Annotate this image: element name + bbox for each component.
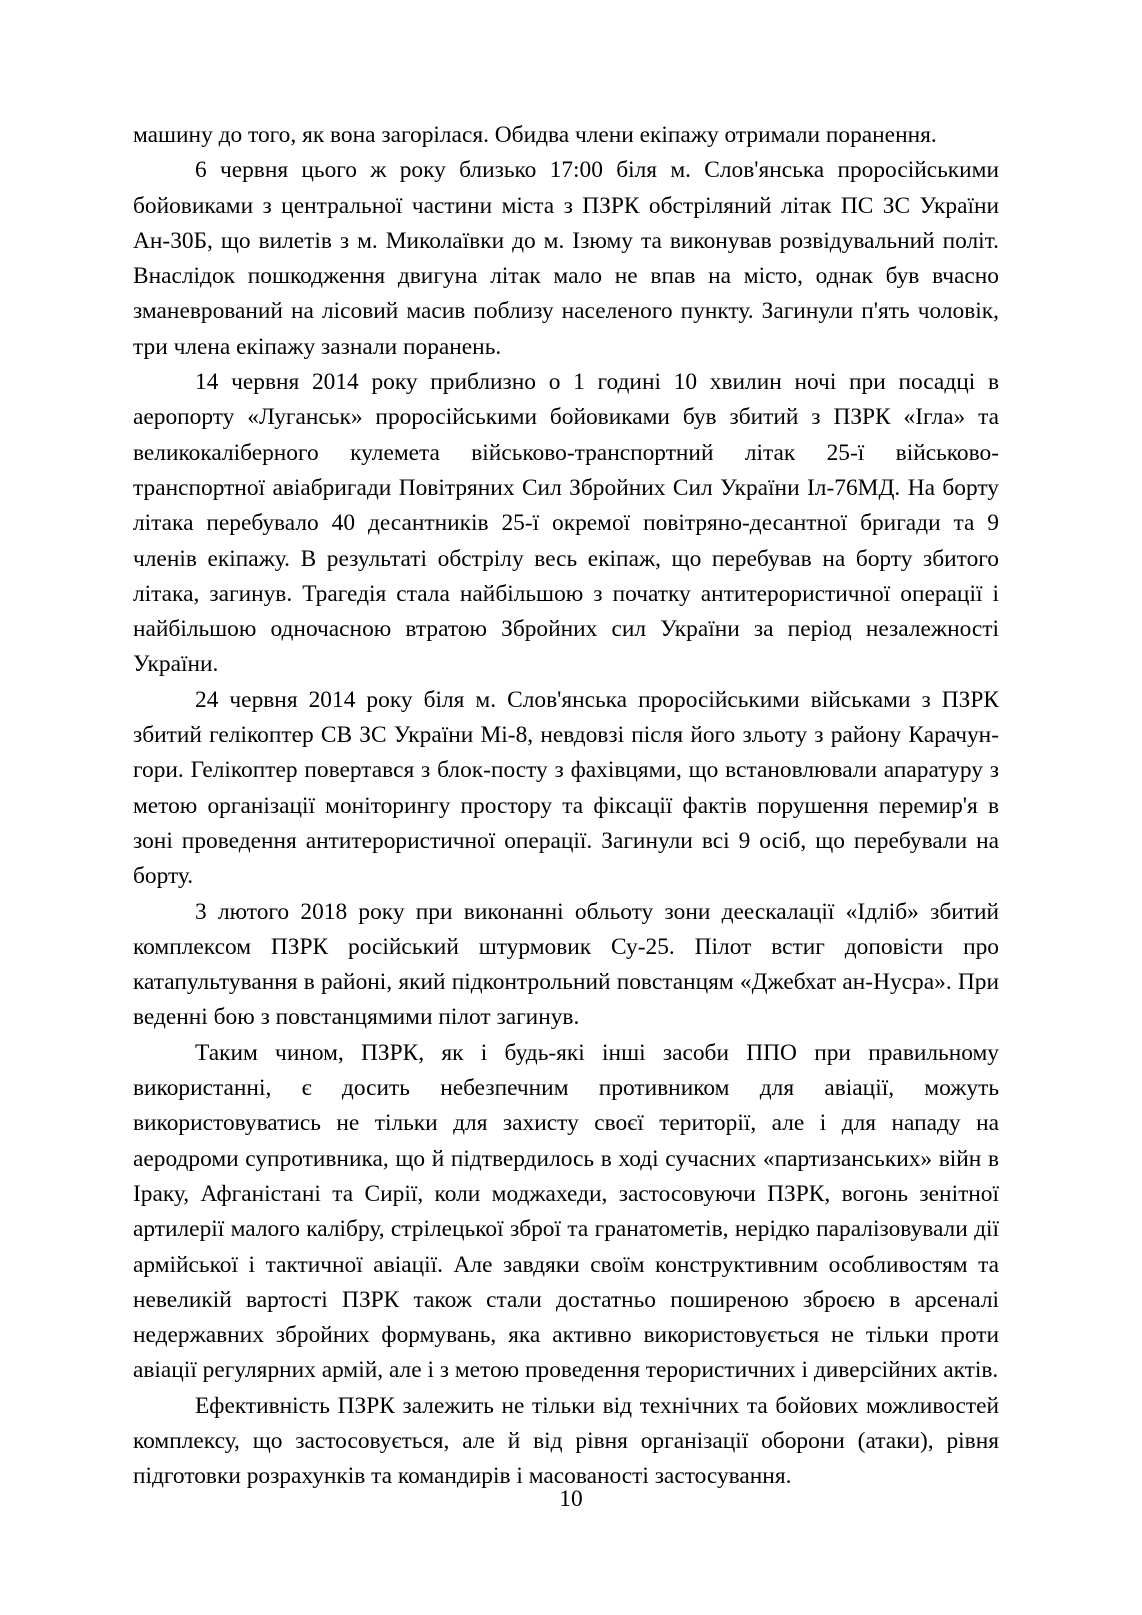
paragraph: машину до того, як вона загорілася. Обидва члени екіпажу отримали поранення. (133, 122, 937, 148)
page-body (133, 118, 999, 1495)
paragraph: Ефективність ПЗРК залежить не тільки від технічних та бойових можливостей комплексу, що застосовується, але й від рівня організації оборони (атаки), рівня підготовки розрахунків та командирів і масованості застосування. (133, 1392, 999, 1490)
paragraph: 3 лютого 2018 року при виконанні обльоту зони деескалації «Ідліб» збитий комплексом ПЗРК російський штурмовик Су-25. Пілот встиг доповісти про катапультування в районі, який підконтрольний повстанцям «Джебхат ан-Нусра». При веденні бою з повстанцямими пілот загинув. (133, 898, 999, 1031)
paragraph: 6 червня цього ж року близько 17:00 біля м. Слов'янська проросійськими бойовиками з центральної частини міста з ПЗРК обстріляний літак ПС ЗС України Ан-30Б, що вилетів з м. Миколаївки до м. Ізюму та виконував розвідувальний політ. Внаслідок пошкодження двигуна літак мало не впав на місто, однак був вчасно зманеврований на лісовий масив поблизу населеного пункту. Загинули п'ять чоловік, три члена екіпажу зазнали поранень. (133, 157, 999, 360)
paragraph: 24 червня 2014 року біля м. Слов'янська проросійськими військами з ПЗРК збитий гелікоптер СВ ЗС України Мі-8, невдовзі після його зльоту з району Карачун-гори. Гелікоптер повертався з блок-посту з фахівцями, що встановлювали апаратуру з метою організації моніторингу простору та фіксації фактів порушення перемир'я в зоні проведення антитерористичної операції. Загинули всі 9 осіб, що перебували на борту. (133, 686, 999, 890)
paragraph: Таким чином, ПЗРК, як і будь-які інші засоби ППО при правильному використанні, є досить небезпечним противником для авіації, можуть використовуватись не тільки для захисту своєї території, але і для нападу на аеродроми супротивника, що й підтвердилось в ході сучасних «партизанських» війн в Іраку, Афганістані та Сирії, коли моджахеди, застосовуючи ПЗРК, вогонь зенітної артилерії малого калібру, стрілецької зброї та гранатометів, нерідко паралізовували дії армійської і тактичної авіації. Але завдяки своїм конструктивним особливостям та невеликій вартості ПЗРК також стали достатньо поширеною зброєю в арсеналі недержавних збройних формувань, яка активно використовується не тільки проти авіації регулярних армій, але і з метою проведення терористичних і диверсійних актів. (133, 1039, 999, 1384)
page-number: 10 (559, 1486, 583, 1512)
paragraph: 14 червня 2014 року приблизно о 1 годині 10 хвилин ночі при посадці в аеропорту «Луганськ» проросійськими бойовиками був збитий з ПЗРК «Ігла» та великокаліберного кулемета військово-транспортний літак 25-ї військово-транспортної авіабригади Повітряних Сил Збройних Сил України Іл-76МД. На борту літака перебувало 40 десантників 25-ї окремої повітряно-десантної бригади та 9 членів екіпажу. В результаті обстрілу весь екіпаж, що перебував на борту збитого літака, загинув. Трагедія стала найбільшою з початку антитерористичної операції і найбільшою одночасною втратою Збройних сил України за період незалежності України. (133, 369, 999, 678)
